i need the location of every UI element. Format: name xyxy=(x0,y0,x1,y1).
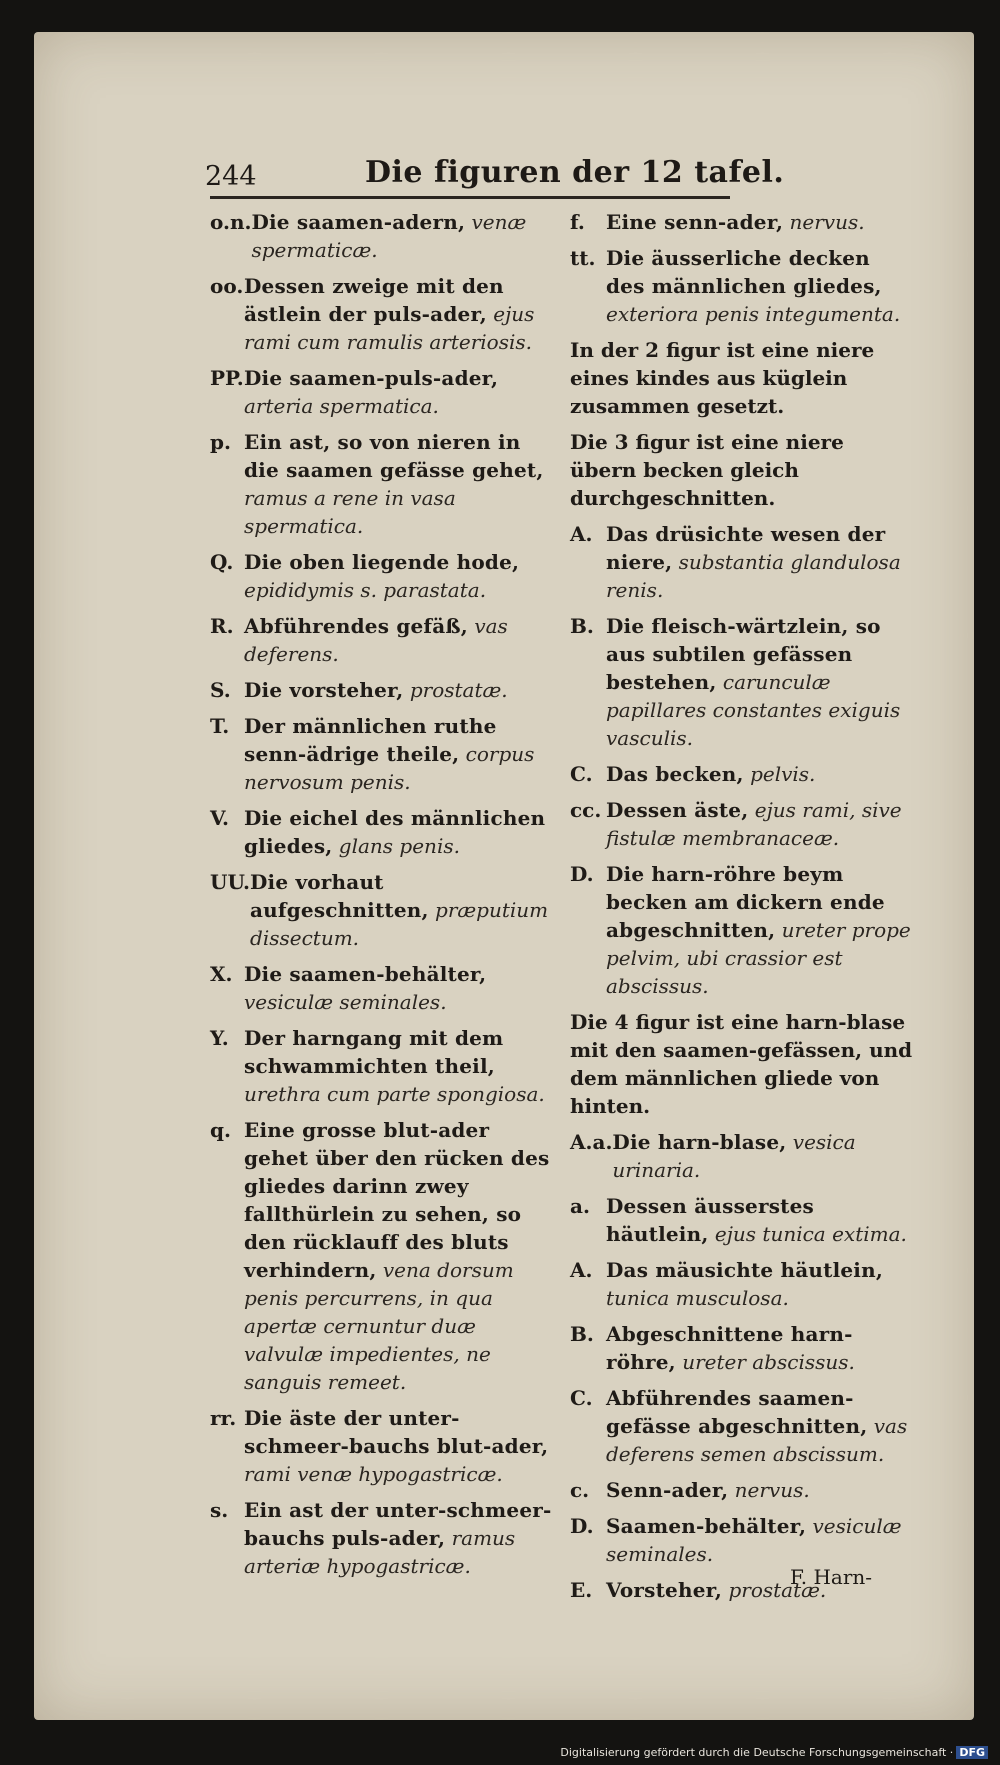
entry-marker: E. xyxy=(570,1578,593,1602)
legend-entry xyxy=(570,760,915,788)
latin-term: rami venæ hypogastricæ. xyxy=(244,1462,503,1486)
entry-marker: rr. xyxy=(210,1406,237,1430)
credit-text: Digitalisierung gefördert durch die Deutsche Forschungsgemeinschaft · xyxy=(560,1746,954,1759)
german-term: Das drüsichte wesen der niere, xyxy=(606,522,886,574)
legend-entry xyxy=(570,796,915,852)
latin-term: corpus nervosum penis. xyxy=(244,742,535,794)
entry-marker: o.n. xyxy=(210,210,252,234)
german-term: Das becken, xyxy=(606,762,744,786)
legend-entry xyxy=(570,1384,915,1468)
legend-entry xyxy=(210,364,558,420)
entry-marker: tt. xyxy=(570,246,596,270)
latin-term: epididymis s. parastata. xyxy=(244,578,487,602)
german-term: Die äste der unter-schmeer-bauchs blut-ader, xyxy=(244,1406,549,1458)
entry-text xyxy=(244,1496,558,1580)
german-term: Abführendes saamen-gefässe abgeschnitten, xyxy=(606,1386,868,1438)
entry-text xyxy=(244,960,558,1016)
entry-text xyxy=(244,676,558,704)
entry-text xyxy=(606,1192,915,1248)
latin-term: vesiculæ seminales. xyxy=(606,1514,902,1566)
german-term: Dessen äste, xyxy=(606,798,749,822)
german-term: Ein ast der unter-schmeer-bauchs puls-ader, xyxy=(244,1498,552,1550)
running-title: Die figuren der 12 tafel. xyxy=(365,155,785,190)
entry-text xyxy=(606,1384,915,1468)
entry-marker: UU. xyxy=(210,870,251,894)
latin-term: ramus arteriæ hypogastricæ. xyxy=(244,1526,516,1578)
entry-marker: p. xyxy=(210,430,231,454)
legend-entry xyxy=(570,1320,915,1376)
latin-term: pelvis. xyxy=(750,762,816,786)
legend-entry xyxy=(210,712,558,796)
latin-term: vesica urinaria. xyxy=(612,1130,856,1182)
german-term: Der männlichen ruthe senn-ädrige theile, xyxy=(244,714,497,766)
entry-marker: S. xyxy=(210,678,231,702)
legend-entry xyxy=(210,1404,558,1488)
latin-term: nervus. xyxy=(789,210,865,234)
entry-marker: s. xyxy=(210,1498,229,1522)
legend-entry xyxy=(570,860,915,1000)
german-term: Die eichel des männlichen gliedes, xyxy=(244,806,546,858)
german-term: Saamen-behälter, xyxy=(606,1514,807,1538)
legend-entry xyxy=(210,208,558,264)
entry-text xyxy=(606,1476,915,1504)
entry-text xyxy=(606,208,915,236)
entry-text xyxy=(606,796,915,852)
legend-entry xyxy=(210,1116,558,1396)
latin-term: venæ spermaticæ. xyxy=(251,210,527,262)
entry-marker: q. xyxy=(210,1118,231,1142)
latin-term: ureter abscissus. xyxy=(682,1350,855,1374)
legend-entry xyxy=(210,868,558,952)
entry-text xyxy=(244,712,558,796)
german-term: Die saamen-adern, xyxy=(251,210,466,234)
legend-entry xyxy=(210,548,558,604)
legend-entry xyxy=(570,520,915,604)
german-term: Die saamen-behälter, xyxy=(244,962,487,986)
legend-entry xyxy=(210,804,558,860)
entry-text xyxy=(244,428,558,540)
legend-entry xyxy=(570,1476,915,1504)
entry-marker: A. xyxy=(570,522,593,546)
latin-term: exteriora penis integumenta. xyxy=(606,302,901,326)
digitization-credit xyxy=(560,1746,988,1759)
latin-term: glans penis. xyxy=(338,834,460,858)
entry-marker: X. xyxy=(210,962,233,986)
page-header xyxy=(205,155,830,195)
german-term: Die saamen-puls-ader, xyxy=(244,366,499,390)
entry-text xyxy=(606,860,915,1000)
entry-marker: cc. xyxy=(570,798,602,822)
entry-marker: PP. xyxy=(210,366,244,390)
entry-text xyxy=(251,208,558,264)
latin-term: vas deferens. xyxy=(244,614,508,666)
entry-marker: Y. xyxy=(210,1026,229,1050)
german-term: Vorsteher, xyxy=(606,1578,723,1602)
latin-term: ejus rami, sive fistulæ membranaceæ. xyxy=(606,798,902,850)
entry-text xyxy=(244,612,558,668)
latin-term: ejus rami cum ramulis arteriosis. xyxy=(244,302,535,354)
entry-text xyxy=(244,804,558,860)
german-term: Senn-ader, xyxy=(606,1478,729,1502)
legend-entry xyxy=(570,1128,915,1184)
german-term: Dessen zweige mit den ästlein der puls-ader, xyxy=(244,274,504,326)
german-term: Die fleisch-wärtzlein, so aus subtilen gefässen bestehen, xyxy=(606,614,881,694)
german-term: Die äusserliche decken des männlichen gliedes, xyxy=(606,246,882,298)
latin-term: prostatæ. xyxy=(728,1578,827,1602)
entry-text xyxy=(606,520,915,604)
entry-marker: Q. xyxy=(210,550,234,574)
legend-entry xyxy=(570,1256,915,1312)
entry-text xyxy=(244,272,558,356)
entry-text xyxy=(244,1024,558,1108)
german-term: Abführendes gefäß, xyxy=(244,614,468,638)
entry-text xyxy=(244,548,558,604)
entry-text xyxy=(606,612,915,752)
entry-text xyxy=(612,1128,915,1184)
entry-marker: c. xyxy=(570,1478,590,1502)
latin-term: nervus. xyxy=(734,1478,810,1502)
latin-term: tunica musculosa. xyxy=(606,1286,789,1310)
entry-marker: C. xyxy=(570,762,593,786)
entry-text xyxy=(606,760,915,788)
entry-text xyxy=(250,868,558,952)
entry-text xyxy=(606,244,915,328)
latin-term: substantia glandulosa renis. xyxy=(606,550,901,602)
entry-marker: T. xyxy=(210,714,230,738)
legend-entry xyxy=(210,676,558,704)
entry-text xyxy=(244,1116,558,1396)
german-term: Die vorhaut aufgeschnitten, xyxy=(250,870,429,922)
page-number: 244 xyxy=(205,161,257,192)
german-term: Das mäusichte häutlein, xyxy=(606,1258,883,1282)
latin-term: ureter prope pelvim, ubi crassior est abscissus. xyxy=(606,918,911,998)
legend-entry xyxy=(210,428,558,540)
entry-text xyxy=(244,1404,558,1488)
latin-term: urethra cum parte spongiosa. xyxy=(244,1082,545,1106)
latin-term: vas deferens semen abscissum. xyxy=(606,1414,908,1466)
german-term: Die harn-blase, xyxy=(612,1130,787,1154)
latin-term: vena dorsum penis percurrens, in qua apertæ cernuntur duæ valvulæ impedientes, ne sanguis remeet. xyxy=(244,1258,514,1394)
latin-term: præputium dissectum. xyxy=(250,898,549,950)
entry-marker: oo. xyxy=(210,274,244,298)
entry-marker: a. xyxy=(570,1194,590,1218)
latin-term: ramus a rene in vasa spermatica. xyxy=(244,486,456,538)
german-term: Ein ast, so von nieren in die saamen gefässe gehet, xyxy=(244,430,544,482)
entry-text xyxy=(606,1512,915,1568)
left-column xyxy=(210,208,558,1588)
entry-marker: A. xyxy=(570,1258,593,1282)
entry-text xyxy=(606,1320,915,1376)
entry-marker: B. xyxy=(570,614,594,638)
catchword: F. Harn- xyxy=(790,1565,873,1589)
entry-marker: D. xyxy=(570,1514,594,1538)
legend-entry xyxy=(210,612,558,668)
entry-marker: A.a. xyxy=(570,1130,613,1154)
german-term: Dessen äusserstes häutlein, xyxy=(606,1194,814,1246)
legend-entry xyxy=(570,612,915,752)
latin-term: prostatæ. xyxy=(409,678,508,702)
dfg-logo: DFG xyxy=(956,1746,988,1759)
german-term: Eine senn-ader, xyxy=(606,210,784,234)
legend-entry xyxy=(210,960,558,1016)
german-term: Abgeschnittene harn-röhre, xyxy=(606,1322,853,1374)
entry-marker: f. xyxy=(570,210,585,234)
entry-marker: C. xyxy=(570,1386,593,1410)
header-rule xyxy=(210,196,730,199)
latin-term: vesiculæ seminales. xyxy=(244,990,447,1014)
latin-term: arteria spermatica. xyxy=(244,394,439,418)
right-column xyxy=(570,208,915,1612)
entry-text xyxy=(244,364,558,420)
figure-caption: In der 2 figur ist eine niere eines kindes aus küglein zusammen gesetzt. xyxy=(570,338,875,418)
figure-caption: Die 3 figur ist eine niere übern becken gleich durchgeschnitten. xyxy=(570,430,844,510)
latin-term: ejus tunica extima. xyxy=(714,1222,907,1246)
entry-marker: R. xyxy=(210,614,234,638)
german-term: Die harn-röhre beym becken am dickern ende abgeschnitten, xyxy=(606,862,885,942)
legend-entry xyxy=(570,1512,915,1568)
legend-entry xyxy=(570,208,915,236)
entry-marker: V. xyxy=(210,806,229,830)
legend-entry xyxy=(570,1192,915,1248)
legend-entry xyxy=(210,1496,558,1580)
entry-marker: B. xyxy=(570,1322,594,1346)
entry-marker: D. xyxy=(570,862,594,886)
german-term: Eine grosse blut-ader gehet über den rücken des gliedes darinn zwey fallthürlein zu sehen, so den rücklauff des bluts verhindern, xyxy=(244,1118,550,1282)
latin-term: carunculæ papillares constantes exiguis vasculis. xyxy=(606,670,901,750)
legend-entry xyxy=(210,1024,558,1108)
legend-entry xyxy=(570,244,915,328)
german-term: Der harngang mit dem schwammichten theil, xyxy=(244,1026,504,1078)
figure-caption: Die 4 figur ist eine harn-blase mit den saamen-gefässen, und dem männlichen gliede von hinten. xyxy=(570,1010,913,1118)
legend-entry xyxy=(210,272,558,356)
entry-text xyxy=(606,1256,915,1312)
german-term: Die oben liegende hode, xyxy=(244,550,520,574)
german-term: Die vorsteher, xyxy=(244,678,404,702)
